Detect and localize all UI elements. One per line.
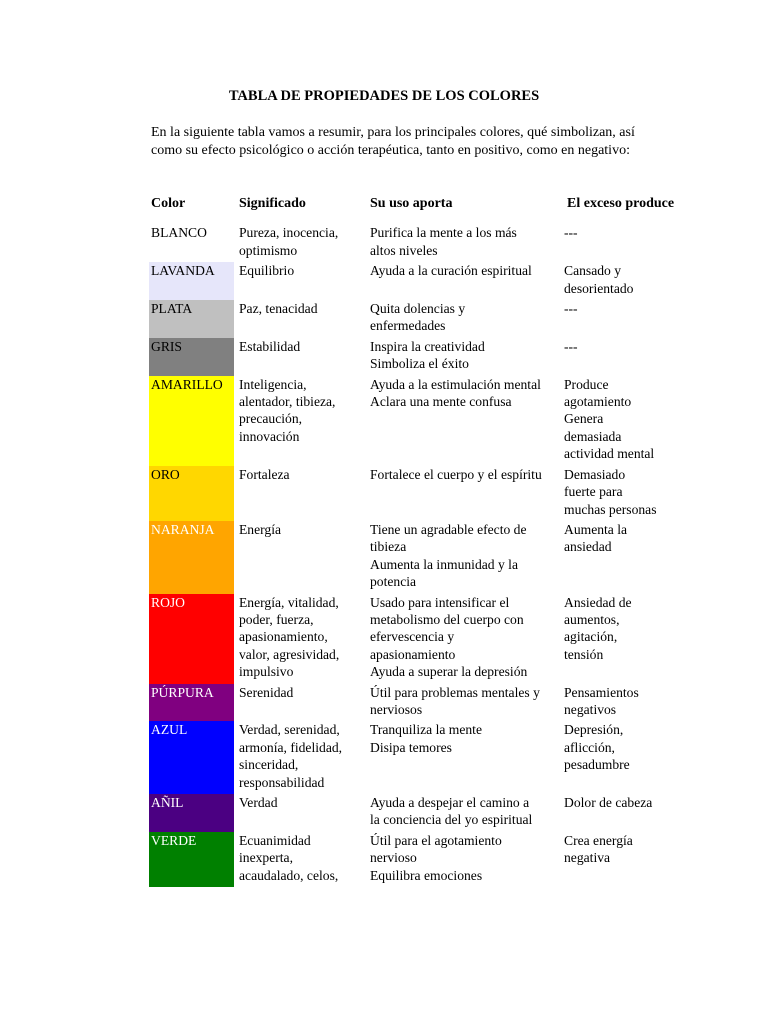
uso-cell-line: enfermedades	[370, 318, 446, 334]
significado-cell-line: acaudalado, celos,	[239, 867, 339, 883]
uso-cell	[365, 594, 562, 684]
significado-cell	[234, 262, 365, 300]
table-row	[149, 721, 677, 794]
exceso-cell	[562, 338, 677, 376]
exceso-cell	[562, 521, 677, 594]
table-row	[149, 794, 677, 832]
significado-cell-line: precaución,	[239, 411, 303, 427]
exceso-cell-line: ---	[564, 225, 578, 241]
significado-cell	[234, 794, 365, 832]
significado-cell	[234, 832, 365, 887]
table-row	[149, 338, 677, 376]
color-name: AZUL	[151, 722, 188, 738]
color-swatch-cell	[149, 376, 234, 466]
color-swatch-cell	[149, 721, 234, 794]
exceso-cell-line: desorientado	[564, 280, 634, 296]
significado-cell-line: alentador, tibieza,	[239, 394, 336, 410]
significado-cell-line: sinceridad,	[239, 757, 299, 773]
table-row	[149, 262, 677, 300]
uso-cell-line: la conciencia del yo espiritual	[370, 812, 533, 828]
color-swatch-cell	[149, 794, 234, 832]
uso-cell-line: Usado para intensificar el	[370, 594, 510, 610]
exceso-cell	[562, 594, 677, 684]
exceso-cell	[562, 300, 677, 338]
exceso-cell-line: agotamiento	[564, 394, 632, 410]
exceso-cell-line: Pensamientos	[564, 684, 639, 700]
color-properties-table	[149, 195, 677, 887]
uso-cell-line: Quita dolencias y	[370, 301, 466, 317]
significado-cell-line: apasionamiento,	[239, 629, 328, 645]
uso-cell-line: Tranquiliza la mente	[370, 722, 482, 738]
exceso-cell	[562, 224, 677, 262]
exceso-cell-line: ---	[564, 338, 578, 354]
color-name: PÚRPURA	[151, 684, 214, 700]
table-row	[149, 832, 677, 887]
uso-cell	[365, 262, 562, 300]
table-body	[149, 224, 677, 887]
significado-cell	[234, 466, 365, 521]
exceso-cell-line: aumentos,	[564, 611, 620, 627]
color-name: ROJO	[151, 594, 185, 610]
exceso-cell	[562, 794, 677, 832]
exceso-cell-line: Genera	[564, 411, 604, 427]
uso-cell-line: Disipa temores	[370, 739, 452, 755]
exceso-cell	[562, 466, 677, 521]
uso-cell	[365, 721, 562, 794]
significado-cell-line: Verdad	[239, 795, 278, 810]
uso-cell	[365, 684, 562, 722]
uso-cell	[365, 224, 562, 262]
uso-cell-line: Útil para el agotamiento	[370, 832, 502, 848]
significado-cell-line: inexperta,	[239, 850, 293, 866]
uso-cell-line: apasionamiento	[370, 646, 456, 662]
significado-cell-line: Serenidad	[239, 684, 294, 700]
uso-cell-line: nerviosos	[370, 701, 423, 717]
color-name: GRIS	[151, 338, 182, 354]
color-swatch-cell	[149, 832, 234, 887]
significado-cell	[234, 594, 365, 684]
significado-cell-line: innovación	[239, 428, 300, 444]
significado-cell-line: armonía, fidelidad,	[239, 739, 343, 755]
table-row	[149, 684, 677, 722]
color-swatch-cell	[149, 262, 234, 300]
color-name: LAVANDA	[151, 263, 215, 279]
exceso-cell	[562, 832, 677, 887]
exceso-cell	[562, 684, 677, 722]
uso-cell-line: Purifica la mente a los más	[370, 225, 517, 241]
uso-cell-line: nervioso	[370, 850, 417, 866]
uso-cell-line: potencia	[370, 574, 417, 590]
exceso-cell-line: Ansiedad de	[564, 594, 632, 610]
exceso-cell	[562, 262, 677, 300]
exceso-cell-line: Demasiado	[564, 466, 626, 482]
significado-cell	[234, 300, 365, 338]
uso-cell-line: Ayuda a superar la depresión	[370, 664, 528, 680]
significado-cell	[234, 521, 365, 594]
exceso-cell-line: demasiada	[564, 428, 622, 444]
table-row	[149, 376, 677, 466]
header-uso: Su uso aporta	[370, 196, 453, 211]
significado-cell-line: Inteligencia,	[239, 376, 307, 392]
color-name: NARANJA	[151, 521, 215, 537]
uso-cell-line: efervescencia y	[370, 629, 455, 645]
uso-cell-line: Fortalece el cuerpo y el espíritu	[370, 466, 542, 482]
significado-cell-line: Equilibrio	[239, 263, 295, 279]
uso-cell	[365, 338, 562, 376]
header-exceso: El exceso produce	[567, 196, 675, 211]
uso-cell-line: Aumenta la inmunidad y la	[370, 556, 518, 572]
uso-cell	[365, 521, 562, 594]
significado-cell-line: optimismo	[239, 242, 298, 258]
exceso-cell-line: ---	[564, 301, 578, 317]
significado-cell	[234, 338, 365, 376]
uso-cell-line: Aclara una mente confusa	[370, 394, 512, 410]
color-swatch-cell	[149, 224, 234, 262]
exceso-cell-line: Cansado y	[564, 263, 622, 279]
significado-cell	[234, 721, 365, 794]
exceso-cell-line: Depresión,	[564, 722, 624, 738]
exceso-cell-line: tensión	[564, 646, 604, 662]
color-swatch-cell	[149, 684, 234, 722]
significado-cell-line: poder, fuerza,	[239, 611, 314, 627]
uso-cell-line: Ayuda a la estimulación mental	[370, 376, 541, 392]
exceso-cell-line: Aumenta la	[564, 521, 628, 537]
exceso-cell-line: fuerte para	[564, 484, 623, 500]
color-swatch-cell	[149, 466, 234, 521]
color-name: AMARILLO	[151, 376, 223, 392]
color-name: BLANCO	[151, 225, 207, 241]
color-name: PLATA	[151, 301, 193, 317]
significado-cell	[234, 376, 365, 466]
uso-cell-line: Ayuda a la curación espiritual	[370, 263, 532, 279]
uso-cell	[365, 794, 562, 832]
significado-cell-line: Estabilidad	[239, 338, 301, 354]
page-title: TABLA DE PROPIEDADES DE LOS COLORES	[228, 88, 540, 104]
uso-cell-line: Simboliza el éxito	[370, 356, 469, 372]
table-row	[149, 300, 677, 338]
significado-cell	[234, 224, 365, 262]
table-row	[149, 466, 677, 521]
uso-cell	[365, 376, 562, 466]
exceso-cell-line: Produce	[564, 376, 609, 392]
uso-cell-line: Útil para problemas mentales y	[370, 684, 540, 700]
color-swatch-cell	[149, 521, 234, 594]
exceso-cell	[562, 721, 677, 794]
color-name: ORO	[151, 466, 180, 482]
significado-cell-line: Ecuanimidad	[239, 832, 311, 848]
color-name: AÑIL	[151, 795, 184, 810]
uso-cell	[365, 466, 562, 521]
uso-cell-line: Equilibra emociones	[370, 867, 483, 883]
significado-cell	[234, 684, 365, 722]
significado-cell-line: Energía	[239, 521, 282, 537]
uso-cell-line: altos niveles	[370, 242, 438, 258]
exceso-cell-line: negativos	[564, 701, 617, 717]
exceso-cell-line: negativa	[564, 850, 611, 866]
significado-cell-line: impulsivo	[239, 664, 294, 680]
uso-cell-line: Tiene un agradable efecto de	[370, 521, 527, 537]
exceso-cell-line: Dolor de cabeza	[564, 795, 653, 810]
significado-cell-line: Energía, vitalidad,	[239, 594, 339, 610]
significado-cell-line: Pureza, inocencia,	[239, 225, 339, 241]
table-row	[149, 594, 677, 684]
exceso-cell	[562, 376, 677, 466]
significado-cell-line: Verdad, serenidad,	[239, 722, 340, 738]
table-row	[149, 224, 677, 262]
exceso-cell-line: agitación,	[564, 629, 618, 645]
significado-cell-line: valor, agresividad,	[239, 646, 340, 662]
color-swatch-cell	[149, 300, 234, 338]
uso-cell-line: metabolismo del cuerpo con	[370, 611, 524, 627]
significado-cell-line: Paz, tenacidad	[239, 301, 318, 317]
uso-cell-line: Inspira la creatividad	[370, 338, 485, 354]
uso-cell	[365, 832, 562, 887]
uso-cell-line: tibieza	[370, 539, 407, 555]
significado-cell-line: Fortaleza	[239, 466, 290, 482]
exceso-cell-line: Crea energía	[564, 832, 633, 848]
color-name: VERDE	[151, 832, 197, 848]
table-row	[149, 521, 677, 594]
header-significado: Significado	[239, 196, 306, 211]
header-color: Color	[151, 196, 186, 211]
intro-paragraph: En la siguiente tabla vamos a resumir, para los principales colores, qué simbolizan, así como su efecto psicológico o acción terapéutica, tanto en positivo, como en negativo:	[151, 125, 635, 158]
exceso-cell-line: pesadumbre	[564, 757, 630, 773]
table-header-row	[149, 195, 677, 224]
exceso-cell-line: aflicción,	[564, 739, 615, 755]
uso-cell	[365, 300, 562, 338]
color-swatch-cell	[149, 338, 234, 376]
uso-cell-line: Ayuda a despejar el camino a	[370, 795, 530, 810]
exceso-cell-line: ansiedad	[564, 539, 612, 555]
significado-cell-line: responsabilidad	[239, 774, 325, 790]
color-swatch-cell	[149, 594, 234, 684]
exceso-cell-line: muchas personas	[564, 501, 657, 517]
exceso-cell-line: actividad mental	[564, 446, 655, 462]
